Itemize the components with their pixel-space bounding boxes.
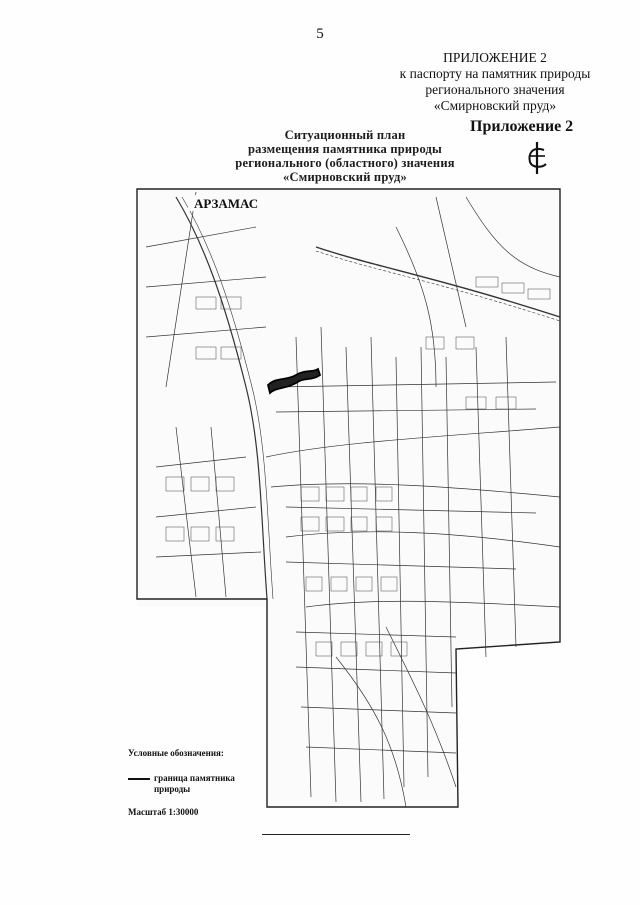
plan-title-line: регионального (областного) значения bbox=[235, 156, 455, 170]
plan-title-line: размещения памятника природы bbox=[247, 142, 443, 156]
boundary-line-icon bbox=[128, 778, 150, 780]
appendix-header-line: к паспорту на памятник природы bbox=[399, 66, 591, 81]
plan-title-line: Ситуационный план bbox=[284, 128, 406, 142]
plan-title-line: «Смирновский пруд» bbox=[283, 170, 407, 184]
appendix-header-line: регионального значения bbox=[425, 82, 565, 97]
appendix-header-line: ПРИЛОЖЕНИЕ 2 bbox=[443, 50, 547, 65]
legend-title: Условные обозначения: bbox=[128, 748, 224, 758]
plan-title bbox=[220, 128, 470, 184]
legend bbox=[128, 748, 268, 795]
map-border bbox=[137, 189, 560, 807]
handwritten-mark-icon bbox=[524, 140, 550, 176]
situation-map bbox=[136, 187, 561, 809]
map-scale: Масштаб 1:30000 bbox=[128, 807, 199, 817]
city-label: АРЗАМАС bbox=[194, 196, 259, 211]
signature-line bbox=[262, 834, 410, 835]
stamp-label: Приложение 2 bbox=[470, 118, 574, 135]
appendix-header bbox=[370, 50, 620, 114]
legend-row bbox=[128, 773, 268, 795]
page-number: 5 bbox=[316, 26, 324, 42]
legend-item-label: граница памятника природы bbox=[154, 773, 235, 794]
appendix-header-line: «Смирновский пруд» bbox=[433, 98, 557, 113]
